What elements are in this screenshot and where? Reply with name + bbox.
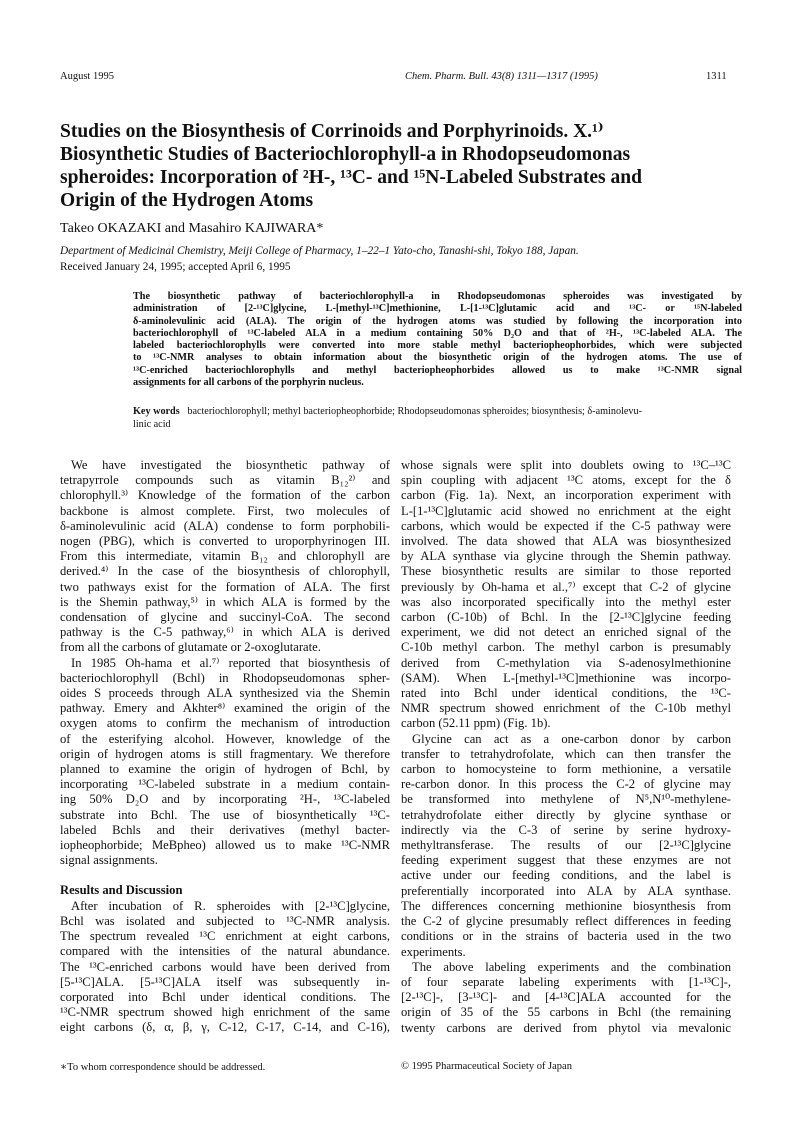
title-line: spheroides: Incorporation of ²H-, ¹³C- and ¹⁵N-Labeled Substrates and bbox=[60, 167, 642, 188]
body-text-line: oxygen atoms to confirm the mechanism of introduction bbox=[60, 716, 390, 731]
body-text-line: the C-2 of glycine presumably reflect differences in feeding bbox=[401, 914, 731, 929]
body-text-line: from all the carbons of glutamate or 2-oxoglutarate. bbox=[60, 640, 321, 655]
body-text-line: The ¹³C-enriched carbons would have been derived from bbox=[60, 959, 390, 974]
body-column-right bbox=[401, 458, 731, 1036]
affiliation: Department of Medicinal Chemistry, Meiji College of Pharmacy, 1–22–1 Yato-cho, Tanashi-shi, Tokyo 188, Japan. bbox=[60, 245, 579, 257]
title-line: Studies on the Biosynthesis of Corrinoids and Porphyrinoids. X.¹⁾ bbox=[60, 121, 604, 142]
body-text-line: carbon (C-10b) of Bchl. In the [2-¹³C]glycine feeding bbox=[401, 610, 731, 625]
body-text-line: L-[1-¹³C]glutamic acid showed no enrichment at the eight bbox=[401, 503, 731, 518]
body-text-line: Bchl was isolated and subjected to ¹³C-NMR analysis. bbox=[60, 913, 390, 928]
body-text-line: tetrapyrrole compounds such as vitamin B₁₂²⁾ and bbox=[60, 473, 390, 488]
body-text-line: (SAM). When L-[methyl-¹³C]methionine was incorpo- bbox=[401, 670, 731, 685]
body-text-line: two pathways exist for the formation of ALA. The first bbox=[60, 579, 390, 594]
body-text-line: is the Shemin pathway,⁵⁾ in which ALA is formed by the bbox=[60, 594, 390, 609]
body-text-line: ing 50% D₂O and by incorporating ²H-, ¹³C-labeled bbox=[60, 792, 390, 807]
body-column-left bbox=[60, 458, 390, 1036]
correspondence-footnote: ∗To whom correspondence should be addressed. bbox=[60, 1062, 266, 1073]
body-text-line: pathway is the C-5 pathway,⁶⁾ in which ALA is derived bbox=[60, 625, 390, 640]
body-text-line: preferentially incorporated into ALA by ALA synthase. bbox=[401, 883, 731, 898]
received-dates: Received January 24, 1995; accepted April 6, 1995 bbox=[60, 261, 291, 273]
body-text-line: twenty carbons are derived from phytol via mevalonic bbox=[401, 1020, 731, 1035]
title-line: Biosynthetic Studies of Bacteriochlorophyll-a in Rhodopseudomonas bbox=[60, 144, 631, 165]
body-text-line: be transformed into methylene of N⁵,N¹⁰-methylene- bbox=[401, 792, 731, 807]
body-text-line: experiments. bbox=[401, 944, 466, 959]
body-text-line: [5-¹³C]ALA. [5-¹³C]ALA itself was subsequently in- bbox=[60, 974, 390, 989]
abstract-line: ¹³C-enriched bacteriochlorophylls and methyl bacteriopheophorbides allowed us to make ¹³C-NMR signal bbox=[133, 364, 742, 376]
body-text-line: In 1985 Oh-hama et al.⁷⁾ reported that biosynthesis of bbox=[71, 655, 390, 670]
body-text-line: whose signals were split into doublets owing to ¹³C–¹³C bbox=[401, 458, 731, 472]
body-text-line: iopheophorbide; MeBpheo) allowed us to make ¹³C-NMR bbox=[60, 838, 390, 853]
abstract-line: labeled bacteriochlorophylls were converted into more stable methyl bacteriopheophorbides, which were subjected bbox=[133, 340, 742, 352]
body-text-line: [2-¹³C]-, [3-¹³C]- and [4-¹³C]ALA accounted for the bbox=[401, 990, 731, 1005]
body-text-line: conditions or in the strains of bacteria used in the two bbox=[401, 929, 731, 944]
body-text-line: pathway. Emery and Akhter⁸⁾ examined the origin of the bbox=[60, 701, 390, 716]
body-text-line: previously by Oh-hama et al.,⁷⁾ except that C-2 of glycine bbox=[401, 579, 731, 594]
body-text-line: tetrahydrofolate either directly by glycine synthase or bbox=[401, 807, 731, 822]
body-text-line: carbon to homocysteine to form methionine, a versatile bbox=[401, 762, 731, 777]
body-text-line: chlorophyll.³⁾ Knowledge of the formation of the carbon bbox=[60, 488, 390, 503]
body-text-line: bacteriochlorophyll (Bchl) in Rhodopseudomonas spher- bbox=[60, 670, 390, 685]
body-text-line: planned to examine the origin of hydrogen of Bchl, by bbox=[60, 762, 390, 777]
body-text-line: The differences concerning methionine biosynthesis from bbox=[401, 898, 731, 913]
copyright-notice: © 1995 Pharmaceutical Society of Japan bbox=[401, 1061, 572, 1072]
body-text-line: feeding experiment suggest that these enzymes are not bbox=[401, 853, 731, 868]
body-text-line: C-10b methyl carbon. The methyl carbon is presumably bbox=[401, 640, 731, 655]
section-gap bbox=[60, 868, 390, 883]
body-text-line: indirectly via the C-3 of serine by serine hydroxy- bbox=[401, 822, 731, 837]
body-text-line: involved. The data showed that ALA was biosynthesized bbox=[401, 534, 731, 549]
abstract-line: The biosynthetic pathway of bacteriochlorophyll-a in Rhodopseudomonas spheroides was investigated by bbox=[133, 291, 742, 302]
body-text-line: ¹³C-NMR spectrum showed high enrichment of the same bbox=[60, 1005, 390, 1020]
body-text-line: experiment, we did not detect an enriched signal of the bbox=[401, 625, 731, 640]
keywords bbox=[133, 405, 742, 431]
body-text-line: incorporating ¹³C-labeled substrate in a medium contain- bbox=[60, 777, 390, 792]
body-text-line: oides S proceeds through ALA synthesized via the Shemin bbox=[60, 686, 390, 701]
running-header-date: August 1995 bbox=[60, 71, 114, 82]
body-text-line: active under our feeding conditions, and the label is bbox=[401, 868, 731, 883]
body-text-line: origin of hydrogen atoms is still fragmentary. We therefore bbox=[60, 746, 390, 761]
body-text-line: was also incorporated specifically into the methyl ester bbox=[401, 594, 731, 609]
body-text-line: condensation of glycine and succinyl-CoA. The second bbox=[60, 610, 390, 625]
body-text-line: derived.⁴⁾ In the case of the biosynthesis of chlorophyll, bbox=[60, 564, 390, 579]
page-number: 1311 bbox=[706, 71, 727, 82]
title-line: Origin of the Hydrogen Atoms bbox=[60, 190, 314, 211]
body-text-line: Glycine can act as a one-carbon donor by carbon bbox=[412, 731, 731, 746]
body-text-line: labeled Bchls and their derivatives (methyl bacter- bbox=[60, 822, 390, 837]
body-text-line: compared with the intensities of the natural abundance. bbox=[60, 944, 390, 959]
body-text-line: carbon (Fig. 1a). Next, an incorporation experiment with bbox=[401, 488, 731, 503]
body-text-line: rated into Bchl under identical conditions, the ¹³C- bbox=[401, 686, 731, 701]
abstract-line: δ-aminolevulinic acid (ALA). The origin of the hydrogen atoms was studied by following the incorporation into bbox=[133, 315, 742, 327]
abstract-line: administration of [2-¹³C]glycine, L-[methyl-¹³C]methionine, L-[1-¹³C]glutamic acid and ¹³C- or ¹⁵N-labeled bbox=[133, 303, 742, 315]
body-text-line: derived from C-methylation via S-adenosylmethionine bbox=[401, 655, 731, 670]
body-text-line: NMR spectrum showed enrichment of the C-10b methyl bbox=[401, 701, 731, 716]
authors: Takeo OKAZAKI and Masahiro KAJIWARA* bbox=[60, 221, 324, 236]
body-text-line: eight carbons (δ, α, β, γ, C-12, C-17, C-14, and C-16), bbox=[60, 1020, 390, 1035]
abstract-line: assignments for all carbons of the porphyrin nucleus. bbox=[133, 377, 364, 389]
keywords-text: linic acid bbox=[133, 419, 171, 430]
body-text-line: re-carbon donor. In this process the C-2 of glycine may bbox=[401, 777, 731, 792]
body-text-line: δ-aminolevulinic acid (ALA) condense to form porphobili- bbox=[60, 518, 390, 533]
abstract bbox=[133, 291, 742, 389]
body-text-line: methyltransferase. The results of our [2-¹³C]glycine bbox=[401, 838, 731, 853]
abstract-line: bacteriochlorophyll of ¹³C-labeled ALA in a medium containing 50% D₂O and that of ²H-, ¹³C-labeled ALA. The bbox=[133, 327, 742, 339]
section-heading: Results and Discussion bbox=[60, 883, 183, 898]
body-text-line: From this intermediate, vitamin B₁₂ and chlorophyll are bbox=[60, 549, 390, 564]
keywords-label: Key words bbox=[133, 406, 180, 417]
body-text-line: backbone is almost complete. First, two molecules of bbox=[60, 503, 390, 518]
article-title bbox=[60, 120, 750, 212]
body-text-line: of the esterifying alcohol. However, knowledge of the bbox=[60, 731, 390, 746]
body-text-line: corporated into Bchl under identical conditions. The bbox=[60, 989, 390, 1004]
body-text-line: These biosynthetic results are similar to those reported bbox=[401, 564, 731, 579]
body-text-line: of four separate labeling experiments with [1-¹³C]-, bbox=[401, 974, 731, 989]
body-text-line: The above labeling experiments and the combination bbox=[412, 959, 731, 974]
body-text-line: transfer to tetrahydrofolate, which can then transfer the bbox=[401, 746, 731, 761]
body-text-line: carbon (52.11 ppm) (Fig. 1b). bbox=[401, 716, 551, 731]
body-text-line: carbons, which would be expected if the C-5 pathway were bbox=[401, 518, 731, 533]
body-text-line: spin coupling with adjacent ¹³C atoms, except for the δ bbox=[401, 473, 731, 488]
body-text-line: origin of 35 of the 55 carbons in Bchl (the remaining bbox=[401, 1005, 731, 1020]
body-text-line: by ALA synthase via glycine through the Shemin pathway. bbox=[401, 549, 731, 564]
body-text-line: We have investigated the biosynthetic pathway of bbox=[71, 458, 390, 472]
body-text-line: nogen (PBG), which is converted to uroporphyrinogen III. bbox=[60, 534, 390, 549]
journal-citation: Chem. Pharm. Bull. 43(8) 1311—1317 (1995) bbox=[405, 71, 598, 82]
body-text-line: signal assignments. bbox=[60, 853, 158, 868]
keywords-text: bacteriochlorophyll; methyl bacteriopheophorbide; Rhodopseudomonas spheroides; biosynthesis; δ-aminolevu- bbox=[187, 406, 643, 417]
abstract-line: to ¹³C-NMR analyses to obtain information about the biosynthetic origin of the hydrogen atoms. The use of bbox=[133, 352, 742, 364]
body-text-line: substrate into Bchl. The use of biosynthetically ¹³C- bbox=[60, 807, 390, 822]
body-text-line: The spectrum revealed ¹³C enrichment at eight carbons, bbox=[60, 929, 390, 944]
body-text-line: After incubation of R. spheroides with [2-¹³C]glycine, bbox=[71, 898, 390, 913]
